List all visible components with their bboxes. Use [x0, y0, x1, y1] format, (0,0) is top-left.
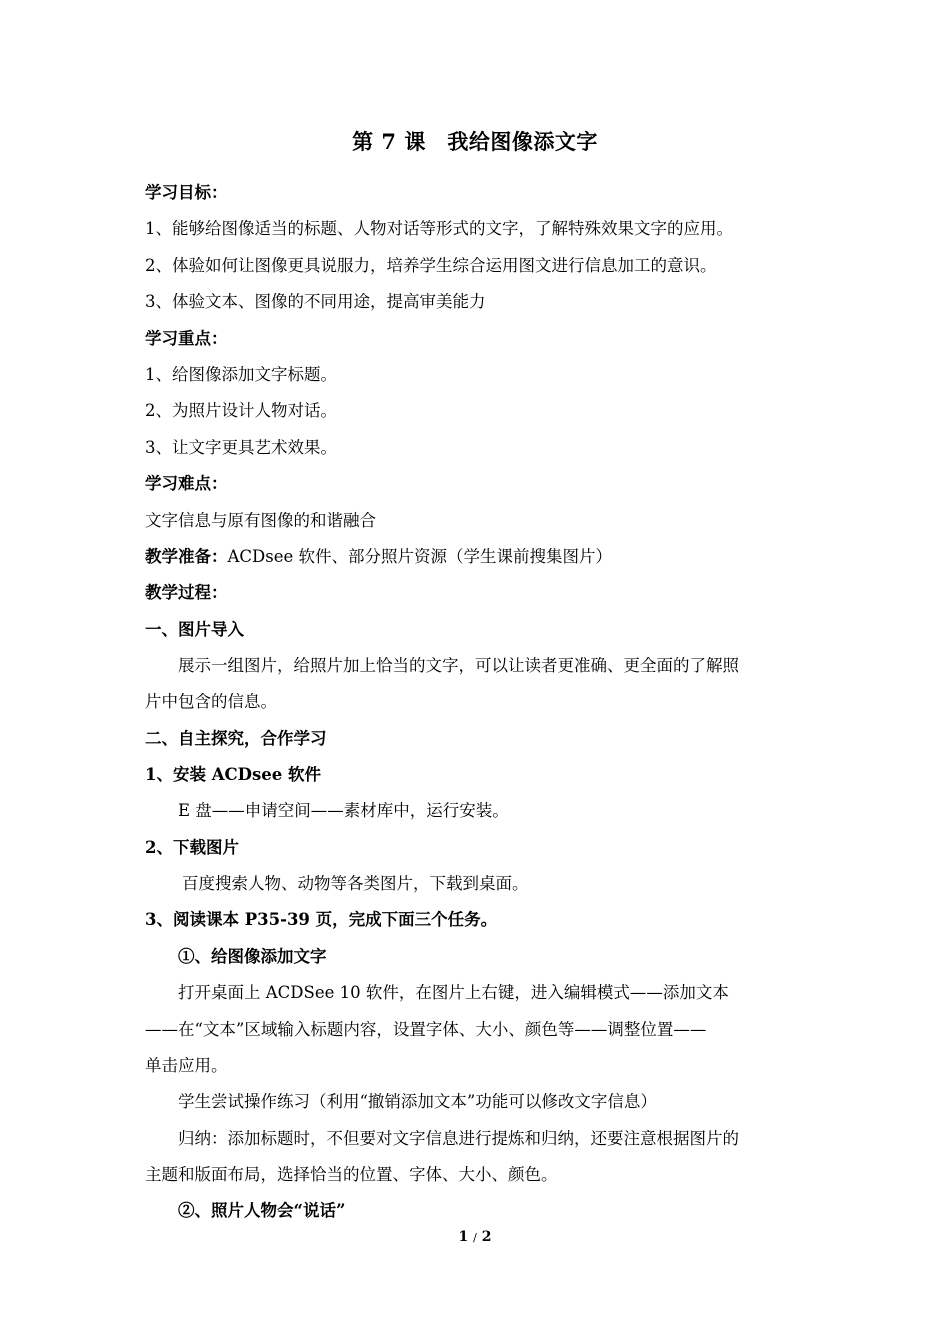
part1-paragraph-line-1: 展示一组图片，给照片加上恰当的文字，可以让读者更准确、更全面的了解照: [178, 656, 739, 675]
preparation-text: ACDsee 软件、部分照片资源（学生课前搜集图片）: [227, 547, 613, 566]
part1-paragraph-line-2: 片中包含的信息。: [145, 692, 277, 711]
part1-heading: 一、图片导入: [145, 620, 244, 639]
practice-text: 学生尝试操作练习（利用“撤销添加文本”功能可以修改文字信息）: [178, 1092, 657, 1111]
objective-item-2: 2、体验如何让图像更具说服力，培养学生综合运用图文进行信息加工的意识。: [145, 256, 717, 275]
objectives-heading: 学习目标：: [145, 183, 228, 202]
summary-line-2: 主题和版面布局，选择恰当的位置、字体、大小、颜色。: [145, 1165, 558, 1184]
step1-text: E 盘——申请空间——素材库中，运行安装。: [178, 801, 509, 820]
task1-line-1: 打开桌面上 ACDSee 10 软件，在图片上右键，进入编辑模式——添加文本: [178, 983, 729, 1002]
key-points-heading: 学习重点：: [145, 329, 228, 348]
task2-heading: ②、照片人物会“说话”: [178, 1201, 346, 1220]
objective-item-1: 1、能够给图像适当的标题、人物对话等形式的文字，了解特殊效果文字的应用。: [145, 219, 733, 238]
page-separator: /: [473, 1231, 477, 1244]
preparation-line: [145, 546, 810, 568]
key-point-item-3: 3、让文字更具艺术效果。: [145, 438, 337, 457]
step3-heading: 3、阅读课本 P35-39 页，完成下面三个任务。: [145, 910, 498, 929]
page-current: 1: [458, 1229, 469, 1245]
preparation-label: 教学准备：: [145, 547, 228, 566]
key-point-item-1: 1、给图像添加文字标题。: [145, 365, 337, 384]
task1-heading: ①、给图像添加文字: [178, 947, 327, 966]
page-total: 2: [481, 1229, 492, 1245]
page-title: 第 7 课 我给图像添文字: [352, 129, 598, 154]
page-number: [0, 1229, 950, 1245]
step1-heading: 1、安装 ACDsee 软件: [145, 765, 321, 784]
step2-heading: 2、下载图片: [145, 838, 239, 857]
objective-item-3: 3、体验文本、图像的不同用途，提高审美能力: [145, 292, 486, 311]
task1-line-3: 单击应用。: [145, 1056, 228, 1075]
step2-text: 百度搜索人物、动物等各类图片，下载到桌面。: [182, 874, 529, 893]
part2-heading: 二、自主探究，合作学习: [145, 729, 327, 748]
summary-line-1: 归纳：添加标题时，不但要对文字信息进行提炼和归纳，还要注意根据图片的: [178, 1129, 739, 1148]
difficulties-heading: 学习难点：: [145, 474, 228, 493]
process-heading: 教学过程：: [145, 583, 228, 602]
task1-line-2: ——在“文本”区域输入标题内容，设置字体、大小、颜色等——调整位置——: [145, 1020, 707, 1039]
difficulties-text: 文字信息与原有图像的和谐融合: [145, 511, 376, 530]
key-point-item-2: 2、为照片设计人物对话。: [145, 401, 337, 420]
